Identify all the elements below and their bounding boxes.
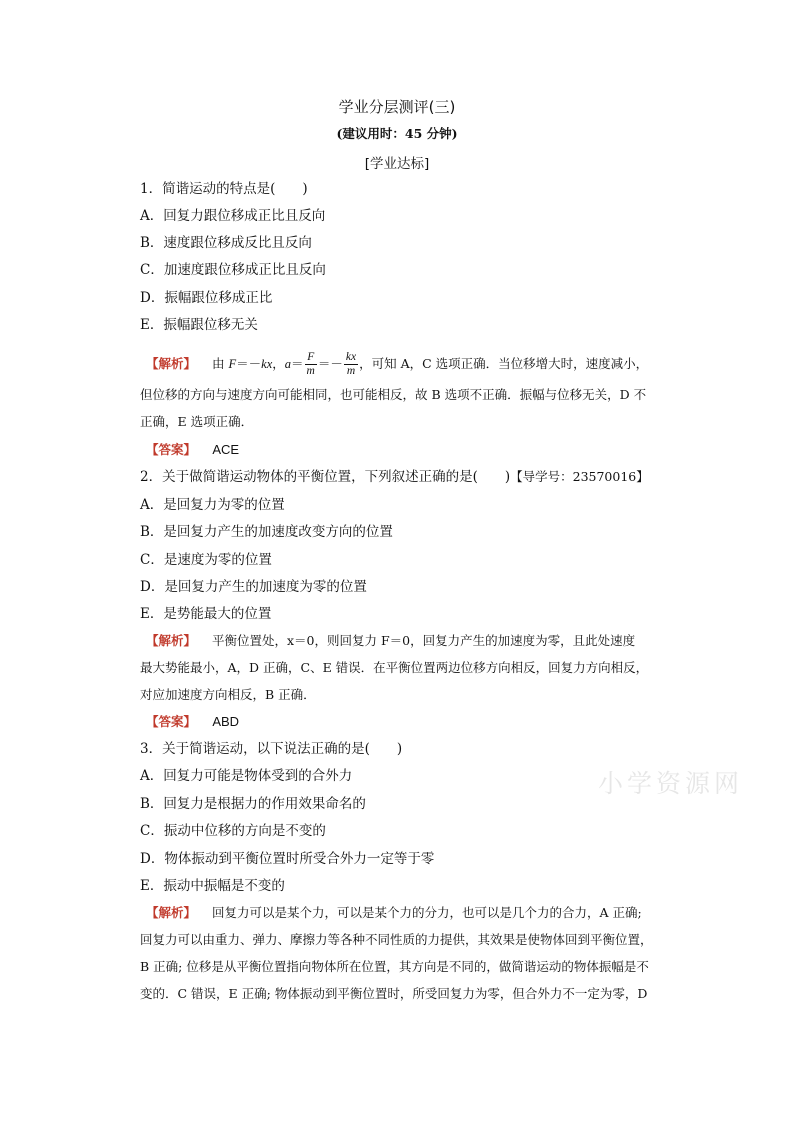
q3-option-a: A．回复力可能是物体受到的合外力	[140, 768, 353, 784]
q1-answer	[146, 441, 239, 459]
q1-analysis-line1: 【解析】 由 F＝－kx，a＝ $\frac{F}{m}$ ＝－ $\frac{kx}{m}$ ，可知 A，C 选项正确．当位移增大时，速度减小，	[146, 351, 649, 377]
analysis-tag: 【解析】	[146, 356, 197, 371]
q1-option-b: B．速度跟位移成反比且反向	[140, 235, 312, 251]
q1-stem: 1．简谐运动的特点是( )	[140, 181, 308, 197]
q3-option-b: B．回复力是根据力的作用效果命名的	[140, 796, 366, 812]
q1-analysis-line2: 但位移的方向与速度方向可能相同，也可能相反，故 B 选项不正确．振幅与位移无关，D 不	[140, 387, 647, 402]
answer-tag: 【答案】	[146, 442, 197, 457]
q1-option-a: A．回复力跟位移成正比且反向	[140, 208, 326, 224]
q2-option-c: C．是速度为零的位置	[140, 552, 272, 568]
answer-value: ACE	[212, 442, 240, 457]
q3-stem: 3．关于简谐运动，以下说法正确的是( )	[140, 741, 403, 757]
q2-option-d: D．是回复力产生的加速度为零的位置	[140, 579, 367, 595]
q3-analysis-line4: 变的．C 错误，E 正确; 物体振动到平衡位置时，所受回复力为零，但合外力不一定为零，D	[140, 986, 648, 1001]
q2-analysis-line2: 最大势能最小，A，D 正确，C、E 错误．在平衡位置两边位移方向相反，回复力方向相反，	[140, 660, 649, 675]
analysis-tag: 【解析】	[146, 633, 197, 648]
fraction-kx-over-m: $\frac{kx}{m}$	[345, 351, 357, 377]
q3-option-c: C．振动中位移的方向是不变的	[140, 823, 326, 839]
q2-analysis-line3: 对应加速度方向相反，B 正确．	[140, 687, 316, 702]
q2-stem: 2．关于做简谐运动物体的平衡位置，下列叙述正确的是( )【导学号：23570016】	[140, 469, 649, 485]
section-heading: [学业达标]	[364, 156, 430, 172]
q2-analysis-line1: 【解析】 平衡位置处，x＝0，则回复力 F＝0，回复力产生的加速度为零，且此处速度	[146, 633, 636, 648]
q1-analysis-line3: 正确，E 选项正确．	[140, 414, 254, 429]
q2-answer	[146, 713, 239, 731]
guide-number: 【导学号：23570016】	[510, 469, 649, 484]
q1-option-e: E．振幅跟位移无关	[140, 317, 258, 333]
q2-option-a: A．是回复力为零的位置	[140, 497, 285, 513]
q3-option-e: E．振动中振幅是不变的	[140, 878, 285, 894]
watermark: 小学资源网	[598, 769, 744, 798]
q3-analysis-line3: B 正确; 位移是从平衡位置指向物体所在位置，其方向是不同的，做简谐运动的物体振幅是不	[140, 959, 649, 974]
fraction-f-over-m: $\frac{F}{m}$	[306, 351, 315, 377]
q2-option-b: B．是回复力产生的加速度改变方向的位置	[140, 524, 393, 540]
answer-tag: 【答案】	[146, 714, 197, 729]
q1-option-c: C．加速度跟位移成正比且反向	[140, 262, 326, 278]
q1-option-d: D．振幅跟位移成正比	[140, 290, 273, 306]
q2-option-e: E．是势能最大的位置	[140, 606, 272, 622]
page-subtitle: (建议用时：45 分钟)	[336, 126, 458, 141]
page-title: 学业分层测评(三)	[338, 98, 456, 116]
q3-analysis-line2: 回复力可以由重力、弹力、摩擦力等各种不同性质的力提供，其效果是使物体回到平衡位置，	[140, 932, 653, 947]
answer-value: ABD	[212, 714, 240, 729]
q3-option-d: D．物体振动到平衡位置时所受合外力一定等于零	[140, 851, 435, 867]
q3-analysis-line1: 【解析】 回复力可以是某个力，可以是某个力的分力，也可以是几个力的合力，A 正确;	[146, 905, 642, 920]
analysis-tag: 【解析】	[146, 905, 197, 920]
